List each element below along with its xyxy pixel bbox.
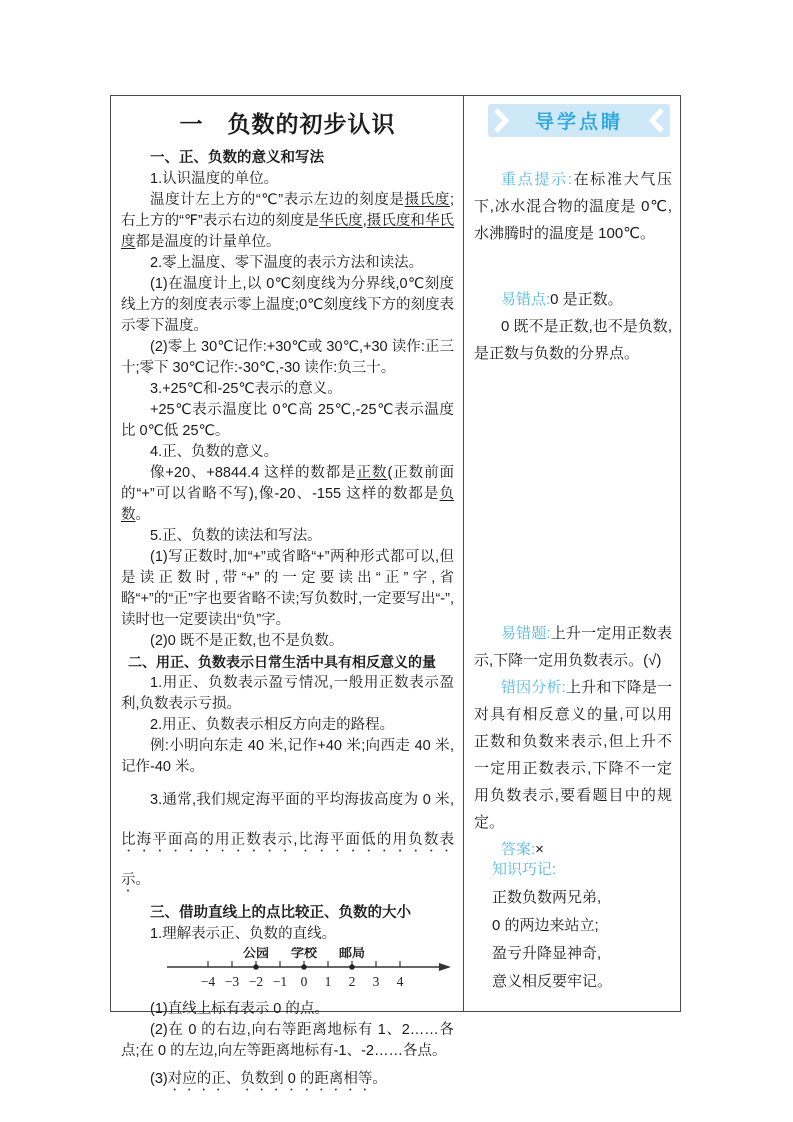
text-run: 例:小明向东走 40 米,记作+40 米;向西走 40 米,记作-40 米。 (121, 738, 454, 775)
sidebar-banner (488, 104, 670, 137)
paragraph (121, 337, 454, 379)
section-label: 易错题: (501, 625, 551, 642)
text-run: 4.正、负数的意义。 (150, 444, 279, 460)
underlined-term: 摄氏度和华氏度 (121, 213, 454, 250)
text-run: (1)直线上标有表示 0 的点。 (150, 1001, 329, 1017)
text-run: 三、借助直线上的点比较正、负数的大小 (150, 905, 411, 921)
text-run: (2)0 既不是正数,也不是负数。 (150, 633, 344, 649)
svg-text:−4: −4 (200, 974, 216, 989)
text-run: 2.零上温度、零下温度的表示方法和读法。 (150, 255, 424, 271)
text-run: (1)在温度计上,以 0℃刻度线为分界线,0℃刻度线上方的刻度表示零上温度;0℃刻度线下方的刻度表示零下温度。 (121, 276, 454, 334)
section-heading (121, 903, 454, 924)
sidebar-section (474, 166, 672, 247)
text-run: (3) (150, 1071, 168, 1087)
emphasized-text: 比海平面高的用正数表示,比海平面低的用负数表示。 (121, 832, 454, 888)
paragraph (121, 400, 454, 442)
text-run: 温度计左上方的“℃”表示左边的刻度是 (150, 192, 405, 208)
text-run: × (535, 841, 544, 858)
sidebar-section (474, 620, 672, 863)
text-run: 都是温度的计量单位。 (135, 234, 281, 250)
text-run: 二、用正、负数表示日常生活中具有相反意义的量 (128, 654, 436, 670)
text-run: (1)写正数时,加“+”或省略“+”两种形式都可以,但是读正数时,带“+”的一定要读出“正”字,省略“+”的“正”字也要省略不读;写负数时,一定要写出“-”,读时也一定要读出“负”字。 (121, 549, 454, 628)
svg-text:邮局: 邮局 (338, 947, 366, 960)
sidebar-column (463, 96, 680, 1011)
svg-text:−2: −2 (248, 974, 264, 989)
paragraph (121, 190, 454, 253)
chevron-left-icon (647, 107, 665, 134)
paragraph (121, 442, 454, 463)
page-title: 一 负数的初步认识 (179, 111, 396, 137)
sidebar-paragraph (474, 620, 672, 674)
main-column (111, 96, 463, 1087)
text-run: (2)在 0 的右边,向右等距离地标有 1、2……各点;在 0 的左边,向左等距离地标有-1、-2……各点。 (121, 1022, 454, 1059)
sidebar-section (474, 856, 672, 996)
paragraph (121, 780, 454, 900)
text-run: , (362, 213, 367, 229)
rhyme-line: 0 的两边来站立; (492, 917, 599, 934)
section-label: 答案: (501, 841, 536, 858)
sidebar-paragraph (474, 313, 672, 367)
text-run: 1.用正、负数表示盈亏情况,一般用正数表示盈利,负数表示亏损。 (121, 675, 454, 712)
underlined-term: 摄氏度 (404, 192, 450, 208)
paragraph (121, 1066, 454, 1094)
chevron-right-icon (493, 107, 511, 134)
svg-text:公园: 公园 (242, 947, 270, 960)
paragraph (121, 169, 454, 190)
text-run: 上升和下降是一对具有相反意义的量,可以用正数和负数来表示,但上升不一定用正数表示,下降不一定用负数表示,要看题目中的规定。 (474, 679, 672, 831)
paragraph (121, 631, 454, 652)
text-run: (正数前面的“+”可以省略不写),像-20、-155 这样的数都是 (121, 465, 454, 502)
underlined-term: 负数 (121, 486, 454, 523)
svg-text:0: 0 (300, 974, 308, 989)
text-run: 1.认识温度的单位。 (150, 171, 279, 187)
sidebar-section (474, 286, 672, 367)
sidebar-paragraph (474, 166, 672, 247)
svg-text:4: 4 (396, 974, 404, 989)
paragraph (121, 736, 454, 778)
emphasized-text: 对应的正、负数到 0 的距离相等。 (167, 1071, 387, 1087)
rhyme-line: 正数负数两兄弟, (492, 889, 602, 906)
section-label: 知识巧记: (492, 861, 557, 878)
section-label: 重点提示: (501, 171, 572, 188)
text-run: 。 (135, 507, 150, 523)
paragraph (121, 1020, 454, 1062)
number-line-svg (149, 947, 459, 993)
number-line (149, 947, 454, 998)
text-run: 5.正、负数的读法和写法。 (150, 528, 322, 544)
text-run: 2.用正、负数表示相反方向走的路程。 (150, 717, 395, 733)
section-heading (121, 148, 454, 169)
paragraph (121, 999, 454, 1020)
sidebar-banner-title: 导学点睛 (534, 112, 623, 133)
text-run: 一、正、负数的意义和写法 (150, 150, 324, 166)
text-run: ;右上方的“℉”表示右边的刻度是 (121, 192, 454, 229)
section-label: 易错点: (501, 291, 551, 308)
content-sheet (110, 95, 681, 1087)
paragraph (121, 715, 454, 736)
underlined-term: 正数 (356, 465, 388, 481)
text-run: 上升一定用正数表示,下降一定用负数表示。(√) (474, 625, 672, 669)
paragraph (121, 924, 454, 945)
section-label: 错因分析: (501, 679, 566, 696)
text-run: 3.通常,我们规定海平面的平均海拔高度为 0 米, (150, 792, 454, 808)
rhyme-line: 意义相反要牢记。 (492, 973, 613, 990)
text-run: 0 既不是正数,也不是负数,是正数与负数的分界点。 (474, 318, 672, 362)
sidebar-paragraph (474, 286, 672, 313)
paragraph (121, 253, 454, 274)
text-run: (2)零上 30℃记作:+30℃或 30℃,+30 读作:正三十;零下 30℃记作:-30℃,-30 读作:负三十。 (121, 339, 454, 376)
sidebar-paragraph (474, 674, 672, 836)
paragraph (121, 526, 454, 547)
paragraph (121, 673, 454, 715)
svg-text:−3: −3 (224, 974, 240, 989)
rhyme-line: 盈亏升降显神奇, (492, 945, 602, 962)
text-run: +25℃表示温度比 0℃高 25℃,-25℃表示温度比 0℃低 25℃。 (121, 402, 454, 439)
paragraph (121, 274, 454, 337)
svg-text:2: 2 (348, 974, 356, 989)
underlined-term: 华氏度 (319, 213, 363, 229)
svg-text:1: 1 (324, 974, 332, 989)
text-run: 像+20、+8844.4 这样的数都是 (150, 465, 357, 481)
text-run: 3.+25℃和-25℃表示的意义。 (150, 381, 342, 397)
text-run: 0 是正数。 (550, 291, 623, 308)
text-run: 在标准大气压下,冰水混合物的温度是 0℃,水沸腾时的温度是 100℃。 (474, 171, 672, 242)
section-heading (121, 652, 454, 673)
paragraph (121, 463, 454, 526)
svg-text:学校: 学校 (290, 947, 318, 960)
left-blocks (121, 148, 454, 1094)
paragraph (121, 547, 454, 631)
svg-text:−1: −1 (272, 974, 288, 989)
paragraph (121, 379, 454, 400)
text-run: 1.理解表示正、负数的直线。 (150, 926, 337, 942)
svg-text:3: 3 (372, 974, 380, 989)
